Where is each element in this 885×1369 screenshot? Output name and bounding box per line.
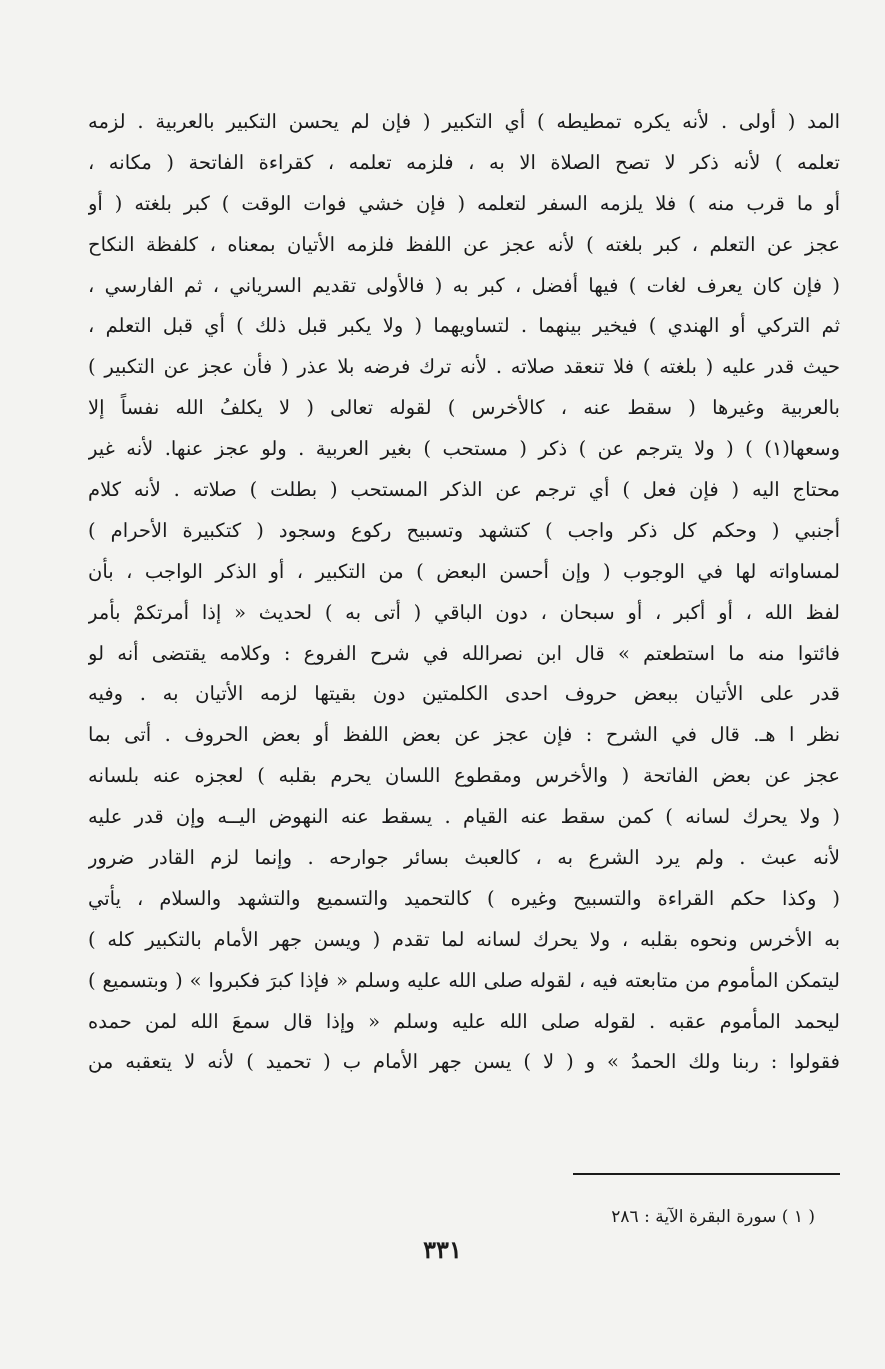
text-line: فقولوا : ربنا ولك الحمدُ » و ( لا ) يسن جهر الأمام ب ( تحميد ) لأنه لا يتعقبه من <box>88 1050 840 1074</box>
text-line: ثم التركي أو الهندي ) فيخير بينهما . لتساويهما ( ولا يكبر قبل ذلك ) أي قبل التعلم ، <box>88 314 840 338</box>
text-line: به الأخرس ونحوه بقلبه ، ولا يحرك لسانه لما تقدم ( ويسن جهر الأمام بالتكبير كله ) <box>88 927 840 951</box>
text-line: بالعربية وغيرها ( سقط عنه ، كالأخرس ) لقوله تعالى ( لا يكلفُ الله نفساً إلا <box>88 396 840 420</box>
text-line: ( ولا يحرك لسانه ) كمن سقط عنه القيام . يسقط عنه النهوض اليــه وإن قدر عليه <box>88 805 840 829</box>
text-line: أو ما قرب منه ) فلا يلزمه السفر لتعلمه ( فإن خشي فوات الوقت ) كبر بلغته ( أو <box>88 191 840 215</box>
text-line: ( فإن كان يعرف لغات ) فيها أفضل ، كبر به ( فالأولى تقديم السرياني ، ثم الفارسي ، <box>88 273 840 297</box>
text-line: وسعها(١) ) ( ولا يترجم عن ) ذكر ( مستحب ) بغير العربية . ولو عجز عنها. لأنه غير <box>88 437 840 461</box>
text-line: ليحمد المأموم عقبه . لقوله صلى الله عليه وسلم « وإذا قال سمعَ الله لمن حمده <box>88 1009 840 1033</box>
text-line: لمساواته لها في الوجوب ( وإن أحسن البعض ) من التكبير ، أو الذكر الواجب ، بأن <box>88 559 840 583</box>
main-text-block <box>88 102 840 1083</box>
text-line: نظر ا هـ. قال في الشرح : فإن عجز عن بعض اللفظ أو بعض الحروف . أتى بما <box>88 723 840 747</box>
text-line: أجنبي ( وحكم كل ذكر واجب ) كتشهد وتسبيح ركوع وسجود ( كتكبيرة الأحرام ) <box>88 518 840 542</box>
footnote-separator <box>573 1173 840 1175</box>
page-number: ٣٣١ <box>423 1235 462 1264</box>
text-line: عجز عن بعض الفاتحة ( والأخرس ومقطوع اللسان يحرم بقلبه ) لعجزه عنه بلسانه <box>88 764 840 788</box>
text-line: ( وكذا حكم القراءة والتسبيح وغيره ) كالتحميد والتسميع والتشهد والسلام ، يأتي <box>88 886 840 910</box>
text-line: فائتوا منه ما استطعتم » قال ابن نصرالله في شرح الفروع : وكلامه يقتضى أنه لو <box>88 641 840 665</box>
text-line: لفظ الله ، أو أكبر ، أو سبحان ، دون الباقي ( أتى به ) لحديث « إذا أمرتكمْ بأمر <box>88 600 840 624</box>
text-line: قدر على الأتيان ببعض حروف احدى الكلمتين دون بقيتها لزمه الأتيان به . وفيه <box>88 682 840 706</box>
text-line: محتاج اليه ( فإن فعل ) أي ترجم عن الذكر المستحب ( بطلت ) صلاته . لأنه كلام <box>88 478 840 502</box>
text-line: لأنه عبث . ولم يرد الشرع به ، كالعبث بسائر جوارحه . وإنما لزم القادر ضرور <box>88 846 840 870</box>
text-line: حيث قدر عليه ( بلغته ) فلا تنعقد صلاته . لأنه ترك فرضه بلا عذر ( فأن عجز عن التكبير ) <box>88 355 840 379</box>
text-line: المد ( أولى . لأنه يكره تمطيطه ) أي التكبير ( فإن لم يحسن التكبير بالعربية . لزمه <box>88 110 840 133</box>
footnote: ( ١ ) سورة البقرة الآية : ٢٨٦ <box>611 1207 815 1227</box>
text-line: ليتمكن المأموم من متابعته فيه ، لقوله صلى الله عليه وسلم « فإذا كبرَ فكبروا » ( وبتسميع ) <box>88 968 840 992</box>
text-line: عجز عن التعلم ، كبر بلغته ) لأنه عجز عن اللفظ فلزمه الأتيان بمعناه ، كلفظة النكاح <box>88 232 840 256</box>
text-line: تعلمه ) لأنه ذكر لا تصح الصلاة الا به ، فلزمه تعلمه ، كقراءة الفاتحة ( مكانه ، <box>88 150 840 174</box>
